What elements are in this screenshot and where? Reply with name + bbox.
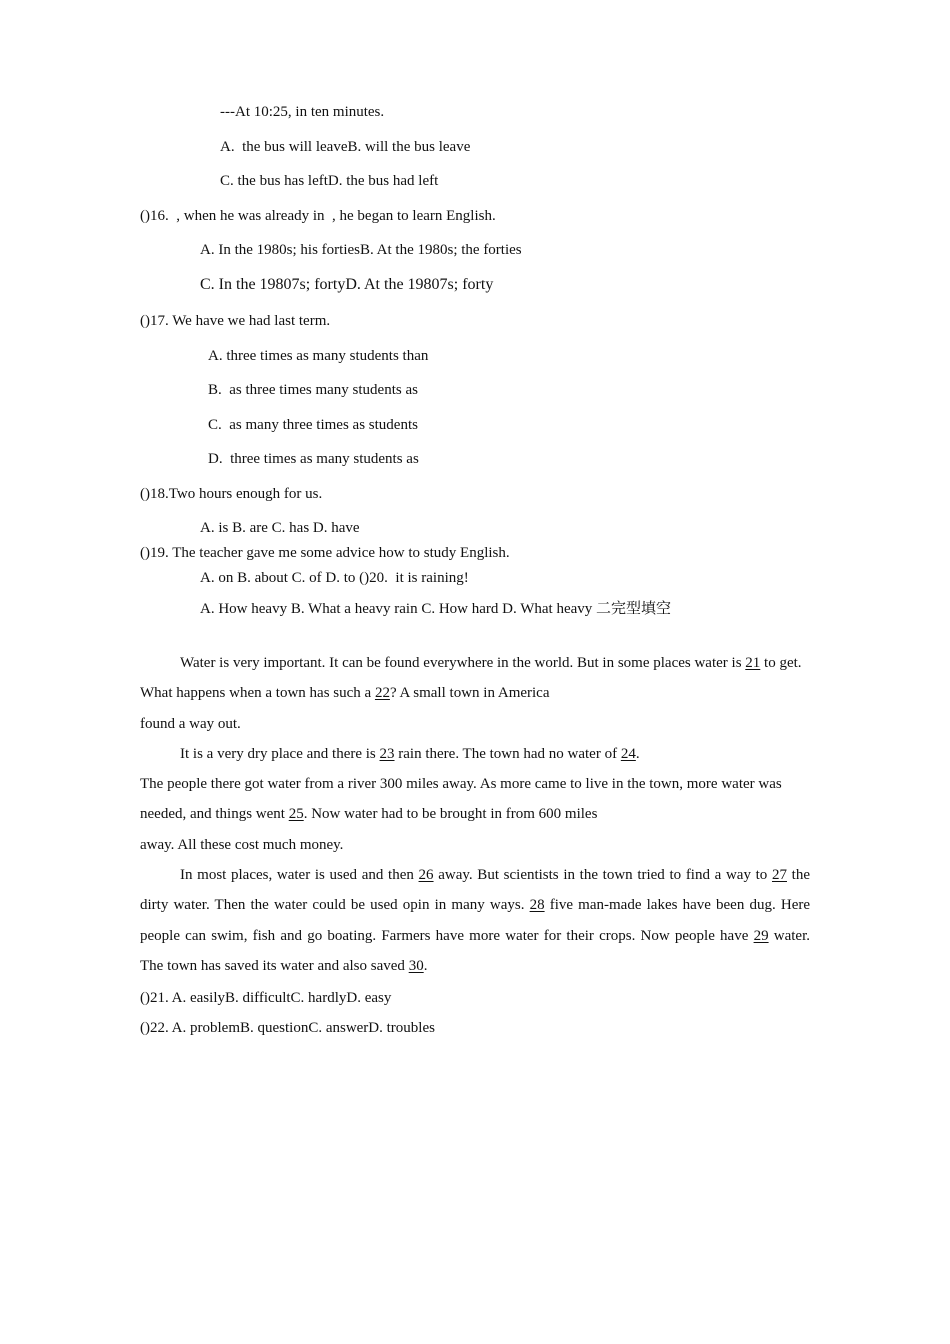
passage-paragraph-1: Water is very important. It can be found everywhere in the world. But in some places water is 21 to get. What happens when a town has such a 22? A small town in America xyxy=(140,655,802,702)
q19-stem: ()19. The teacher gave me some advice how to study English. xyxy=(140,545,510,561)
blank-27: 27 xyxy=(771,867,787,884)
passage-paragraph-3: In most places, water is used and then 26 away. But scientists in the town tried to find a way to 27 the dirty water. Then the water could be used opin in many ways. 28 five man-made lakes have been dug. Here people can swim, fish and go boating. Farmers have more water for their crops. Now people have 29 water. The town has saved its water and also saved 30. xyxy=(140,867,811,974)
blank-21: 21 xyxy=(745,655,761,671)
q20-options-line xyxy=(200,599,671,618)
q17-stem: ()17. We have we had last term. xyxy=(140,313,331,329)
q15-option-ab: A. the bus will leaveB. will the bus leave xyxy=(220,139,471,155)
q16-stem: ()16. , when he was already in , he began to learn English. xyxy=(140,208,496,224)
blank-22: 22 xyxy=(374,685,390,702)
passage-paragraph-2-end: away. All these cost much money. xyxy=(140,836,344,853)
q20-options: A. How heavy B. What a heavy rain C. How hard D. What heavy xyxy=(200,601,593,617)
blank-23: 23 xyxy=(379,745,395,762)
q22-line: ()22. A. problemB. questionC. answerD. troubles xyxy=(140,1020,435,1036)
q16-option-cd: C. In the 19807s; fortyD. At the 19807s; forty xyxy=(200,276,494,293)
q17-option-d: D. three times as many students as xyxy=(208,451,419,467)
q18-stem: ()18.Two hours enough for us. xyxy=(140,486,323,502)
q15-option-cd: C. the bus has leftD. the bus had left xyxy=(220,173,439,189)
section-heading: 二完型填空 xyxy=(596,599,672,617)
q17-option-b: B. as three times many students as xyxy=(208,382,418,398)
blank-30: 30 xyxy=(408,957,424,974)
q18-options: A. is B. are C. has D. have xyxy=(200,520,360,536)
q17-option-a: A. three times as many students than xyxy=(208,348,429,364)
blank-24: 24 xyxy=(620,745,636,762)
passage-paragraph-1-end: found a way out. xyxy=(140,715,241,732)
blank-28: 28 xyxy=(529,897,545,914)
blank-29: 29 xyxy=(753,927,769,944)
q19-options-q20-stem: A. on B. about C. of D. to ()20. it is raining! xyxy=(200,570,469,586)
blank-25: 25 xyxy=(288,806,304,823)
q15-answer-line: ---At 10:25, in ten minutes. xyxy=(220,104,385,120)
q17-option-c: C. as many three times as students xyxy=(208,417,418,433)
passage-paragraph-2-cont: The people there got water from a river 300 miles away. As more came to live in the town, more water was needed, and things went 25. Now water had to be brought in from 600 miles xyxy=(140,776,782,823)
q16-option-ab: A. In the 1980s; his fortiesB. At the 1980s; the forties xyxy=(200,242,522,258)
cloze-passage xyxy=(140,648,810,981)
passage-paragraph-2: It is a very dry place and there is 23 rain there. The town had no water of 24. xyxy=(180,745,640,762)
q21-line: ()21. A. easilyB. difficultC. hardlyD. easy xyxy=(140,990,392,1006)
blank-26: 26 xyxy=(418,867,434,884)
